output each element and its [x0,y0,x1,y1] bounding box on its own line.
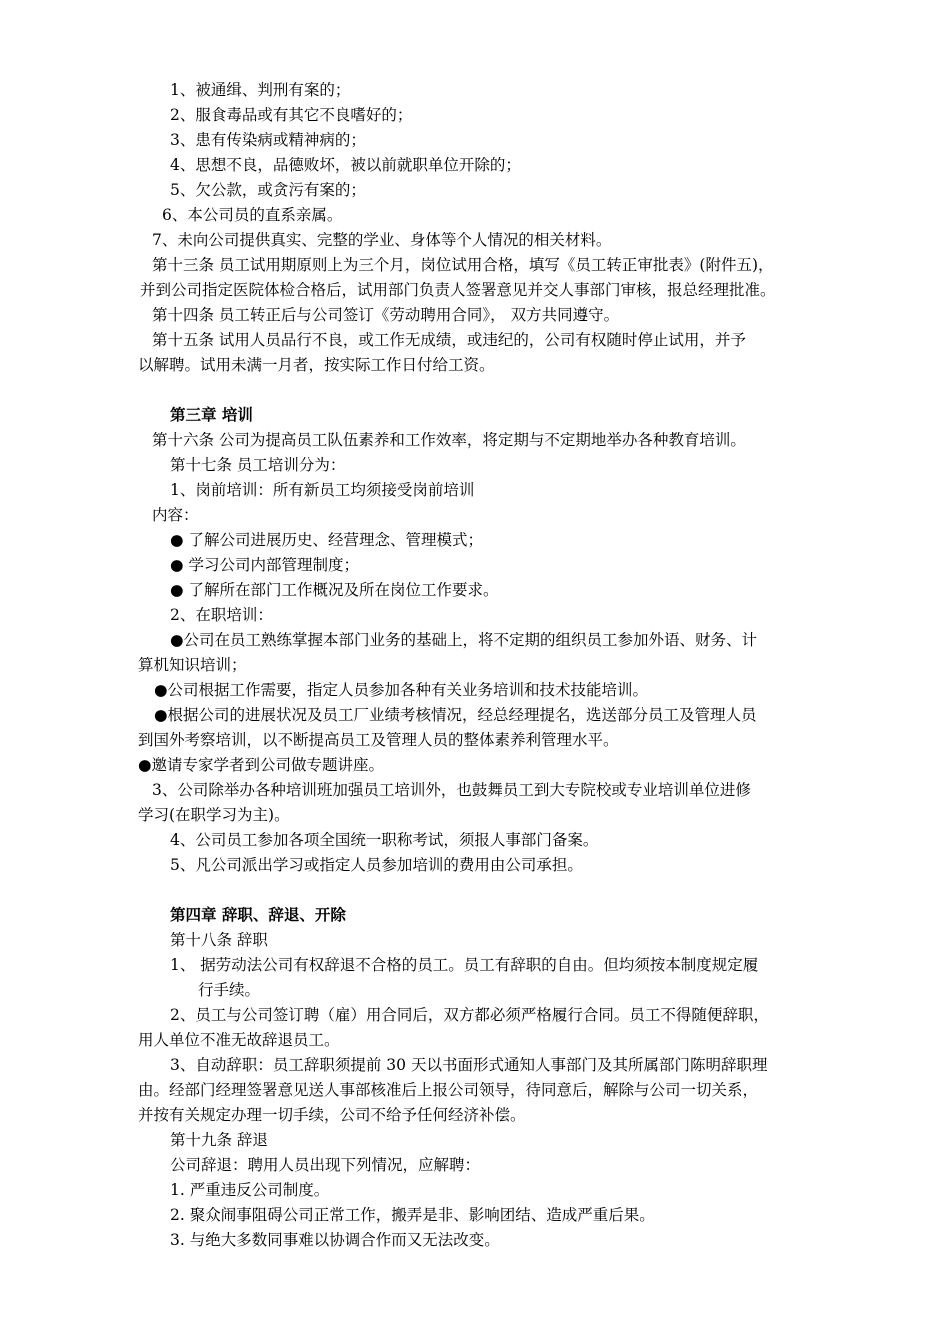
list-item: 1. 严重违反公司制度。 [170,1181,330,1199]
text-line: 第十九条 辞退 [170,1131,268,1149]
text-line: 5、欠公款，或贪污有案的； [170,181,366,199]
text-line: 1、岗前培训：所有新员工均须接受岗前培训 [170,481,475,499]
text-line: 第十八条 辞职 [170,931,268,949]
text-line: 第十四条 员工转正后与公司签订《劳动聘用合同》， 双方共同遵守。 [152,306,620,324]
list-item: 2. 聚众闹事阻碍公司正常工作，搬弄是非、影响团结、造成严重后果。 [170,1206,655,1224]
text-line: 由。经部门经理签署意见送人事部核准后上报公司领导，待同意后，解除与公司一切关系， [138,1081,759,1099]
text-line: 6、本公司员的直系亲属。 [162,206,343,224]
text-line: 2、在职培训： [170,606,273,624]
list-item: 3. 与绝大多数同事难以协调合作而又无法改变。 [170,1231,500,1249]
text-line: 以解聘。试用未满一月者，按实际工作日付给工资。 [138,356,495,374]
text-line: 到国外考察培训，以不断提高员工及管理人员的整体素养利管理水平。 [138,731,619,749]
text-line: 用人单位不准无故辞退员工。 [138,1031,340,1049]
text-line: 行手续。 [198,981,261,999]
text-line: 7、未向公司提供真实、完整的学业、身体等个人情况的相关材料。 [152,231,612,249]
text-line: 算机知识培训； [138,656,247,674]
text-line: 5、凡公司派出学习或指定人员参加培训的费用由公司承担。 [170,856,583,874]
text-line: 学习(在职学习为主)。 [138,806,290,824]
text-line: 3、患有传染病或精神病的； [170,131,366,149]
text-line: 第十七条 员工培训分为： [170,456,346,474]
text-line: 公司辞退：聘用人员出现下列情况，应解聘： [170,1156,481,1174]
text-line: 并到公司指定医院体检合格后，试用部门负责人签署意见并交人事部门审核，报总经理批准。 [140,281,776,299]
text-line: 内容： [152,506,199,524]
text-line: 2、员工与公司签订聘（雇）用合同后，双方都必须严格履行合同。员工不得随便辞职， [170,1006,769,1024]
text-line: 3、自动辞职：员工辞职须提前 30 天以书面形式通知人事部门及其所属部门陈明辞职理 [170,1056,768,1074]
text-line: 4、公司员工参加各项全国统一职称考试，须报人事部门备案。 [170,831,599,849]
bullet-item: ●根据公司的进展状况及员工厂业绩考核情况，经总经理提名，选送部分员工及管理人员 [154,706,757,724]
bullet-item: ● 了解所在部门工作概况及所在岗位工作要求。 [170,581,499,599]
bullet-item: ●邀请专家学者到公司做专题讲座。 [138,756,385,774]
text-line: 1、被通缉、判刑有案的； [170,81,351,99]
bullet-item: ●公司根据工作需要，指定人员参加各种有关业务培训和技术技能培训。 [154,681,649,699]
text-line: 3、公司除举办各种培训班加强员工培训外，也鼓舞员工到大专院校或专业培训单位进修 [152,781,751,799]
text-line: 1、 据劳动法公司有权辞退不合格的员工。员工有辞职的自由。但均须按本制度规定履 [170,956,759,974]
text-line: 第十三条 员工试用期原则上为三个月，岗位试用合格，填写《员工转正审批表》(附件五)， [152,256,774,274]
chapter-heading: 第三章 培训 [170,405,253,424]
text-line: 并按有关规定办理一切手续，公司不给予任何经济补偿。 [138,1106,526,1124]
text-line: 第十五条 试用人员品行不良，或工作无成绩，或违纪的，公司有权随时停止试用，并予 [152,331,746,349]
text-line: 第十六条 公司为提高员工队伍素养和工作效率，将定期与不定期地举办各种教育培训。 [152,431,746,449]
text-line: 2、服食毒品或有其它不良嗜好的； [170,106,413,124]
bullet-item: ● 了解公司进展历史、经营理念、管理模式； [170,531,483,549]
bullet-item: ● 学习公司内部管理制度； [170,556,359,574]
bullet-item: ●公司在员工熟练掌握本部门业务的基础上，将不定期的组织员工参加外语、财务、计 [170,631,758,649]
chapter-heading: 第四章 辞职、辞退、开除 [170,905,346,924]
text-line: 4、思想不良，品德败坏，被以前就职单位开除的； [170,156,521,174]
